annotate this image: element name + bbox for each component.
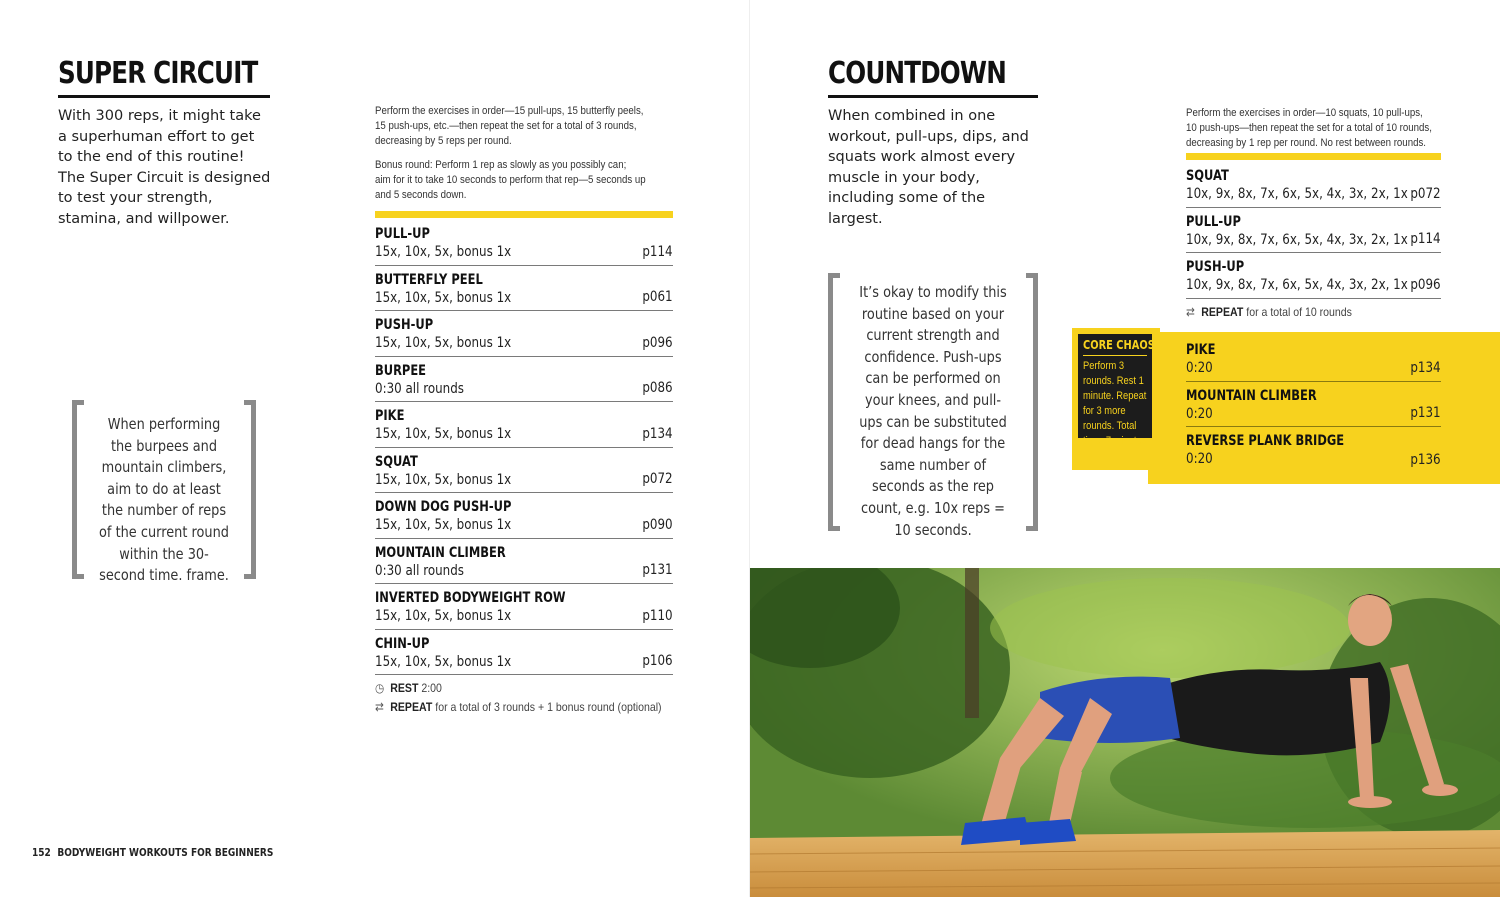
right-page bbox=[750, 0, 1500, 897]
intro-paragraph: With 300 reps, it might take a superhuman effort to get to the end of this routine! The Super Circuit is designed to test your strength, stamina, and willpower. bbox=[58, 108, 271, 227]
exercise-row bbox=[375, 311, 673, 357]
page-ref: p136 bbox=[1410, 451, 1441, 468]
page-ref: p134 bbox=[642, 425, 673, 442]
page-ref: p134 bbox=[1410, 359, 1441, 376]
exercise-name: BURPEE bbox=[375, 362, 427, 379]
exercise-reps: 15x, 10x, 5x, bonus 1x bbox=[375, 426, 512, 442]
accent-bar bbox=[375, 211, 673, 218]
exercise-list bbox=[1186, 162, 1441, 299]
instruction-line: decreasing by 5 reps per round. bbox=[375, 135, 512, 147]
exercise-name: REVERSE PLANK BRIDGE bbox=[1186, 433, 1345, 449]
bonus-line: aim for it to take 10 seconds to perform that rep—5 seconds up bbox=[375, 174, 646, 186]
callout-text: It’s okay to modify this routine based on your current strength and confidence. Push-ups can be performed on your knees, and pull-ups can be substituted for dead hangs for the same number of seconds as the rep count, e.g. 10x reps = 10 seconds. bbox=[859, 283, 1007, 539]
page-ref: p114 bbox=[1410, 231, 1441, 247]
instruction-line: decreasing by 1 rep per round. No rest between rounds. bbox=[1186, 137, 1426, 149]
exercise-reps: 15x, 10x, 5x, bonus 1x bbox=[375, 517, 512, 533]
exercise-reps: 15x, 10x, 5x, bonus 1x bbox=[375, 244, 512, 260]
exercise-row bbox=[1186, 208, 1441, 254]
page-ref: p072 bbox=[642, 471, 673, 487]
exercise-row bbox=[375, 266, 673, 312]
page-number: 152 bbox=[32, 846, 51, 859]
exercise-list bbox=[375, 220, 673, 675]
exercise-name: MOUNTAIN CLIMBER bbox=[1186, 387, 1317, 404]
callout-text: When performing the burpees and mountain climbers, aim to do at least the number of reps of the current round within the 30-second time. frame. bbox=[99, 415, 229, 585]
page-ref: p131 bbox=[642, 562, 673, 578]
exercise-reps: 10x, 9x, 8x, 7x, 6x, 5x, 4x, 3x, 2x, 1x bbox=[1186, 186, 1408, 202]
repeat-label: REPEAT bbox=[390, 700, 433, 714]
exercise-reps: 15x, 10x, 5x, bonus 1x bbox=[375, 471, 512, 488]
exercise-reps: 0:20 bbox=[1186, 451, 1213, 467]
exercise-name: BUTTERFLY PEEL bbox=[375, 271, 483, 288]
page-ref: p090 bbox=[642, 516, 673, 533]
exercise-row bbox=[375, 220, 673, 266]
exercise-name: SQUAT bbox=[375, 453, 418, 470]
core-chaos-title: CORE CHAOS bbox=[1083, 338, 1155, 352]
page-title: SUPER CIRCUIT bbox=[58, 56, 258, 91]
bonus-line: and 5 seconds down. bbox=[375, 189, 467, 201]
instruction-line: Perform the exercises in order—15 pull-ups, 15 butterfly peels, bbox=[375, 105, 644, 117]
repeat-line bbox=[1186, 304, 1352, 320]
workout-instructions bbox=[1186, 106, 1432, 151]
page-ref: p072 bbox=[1410, 185, 1441, 202]
exercise-name: CHIN-UP bbox=[375, 635, 430, 652]
exercise-row bbox=[1186, 162, 1441, 208]
exercise-reps: 10x, 9x, 8x, 7x, 6x, 5x, 4x, 3x, 2x, 1x bbox=[1186, 231, 1408, 248]
repeat-label: REPEAT bbox=[1201, 305, 1244, 319]
instruction-line: Perform the exercises in order—10 squats, 10 pull-ups, bbox=[1186, 107, 1423, 119]
core-chaos-description: Perform 3 rounds. Rest 1 minute. Repeat for 3 more rounds. Total time: 7 minutes bbox=[1083, 360, 1147, 447]
core-chaos-label bbox=[1078, 334, 1155, 447]
exercise-reps: 15x, 10x, 5x, bonus 1x bbox=[375, 335, 512, 351]
exercise-row bbox=[375, 584, 673, 630]
page-ref: p114 bbox=[642, 243, 673, 260]
exercise-name: PIKE bbox=[1186, 342, 1216, 358]
tip-callout bbox=[72, 400, 256, 585]
exercise-row bbox=[1186, 253, 1441, 299]
exercise-name: PULL-UP bbox=[375, 226, 430, 242]
exercise-name: PUSH-UP bbox=[375, 317, 434, 333]
exercise-row bbox=[375, 630, 673, 676]
exercise-photo bbox=[750, 568, 1500, 897]
page-footer bbox=[32, 846, 273, 859]
page-ref: p096 bbox=[642, 334, 673, 351]
page-title: COUNTDOWN bbox=[828, 56, 1006, 91]
page-ref: p086 bbox=[642, 380, 673, 396]
accent-bar bbox=[1186, 153, 1441, 160]
exercise-reps: 0:30 all rounds bbox=[375, 562, 464, 579]
exercise-row bbox=[375, 357, 673, 403]
right-bracket bbox=[1026, 273, 1038, 531]
intro-paragraph: When combined in one workout, pull-ups, dips, and squats work almost every muscle in your body, including some of the largest. bbox=[828, 108, 1029, 227]
exercise-row bbox=[375, 539, 673, 585]
page-ref: p106 bbox=[642, 653, 673, 669]
reverse-plank-bridge-photo bbox=[750, 568, 1500, 897]
exercise-reps: 15x, 10x, 5x, bonus 1x bbox=[375, 653, 512, 670]
exercise-name: PIKE bbox=[375, 408, 405, 424]
rest-value: 2:00 bbox=[421, 681, 442, 695]
exercise-reps: 0:20 bbox=[1186, 360, 1213, 376]
repeat-icon: ⇄ bbox=[375, 700, 384, 714]
exercise-reps: 0:30 all rounds bbox=[375, 380, 464, 397]
exercise-reps: 15x, 10x, 5x, bonus 1x bbox=[375, 608, 512, 624]
repeat-value: for a total of 10 rounds bbox=[1246, 305, 1352, 319]
page-ref: p131 bbox=[1410, 405, 1441, 421]
exercise-reps: 0:20 bbox=[1186, 405, 1213, 422]
exercise-name: MOUNTAIN CLIMBER bbox=[375, 544, 506, 561]
bonus-line: Bonus round: Perform 1 rep as slowly as you possibly can; bbox=[375, 159, 627, 171]
repeat-value: for a total of 3 rounds + 1 bonus round (optional) bbox=[435, 700, 662, 714]
exercise-row bbox=[375, 493, 673, 539]
exercise-name: PULL-UP bbox=[1186, 213, 1241, 230]
exercise-reps: 10x, 9x, 8x, 7x, 6x, 5x, 4x, 3x, 2x, 1x bbox=[1186, 277, 1408, 293]
instruction-line: 10 push-ups—then repeat the set for a total of 10 rounds, bbox=[1186, 122, 1432, 134]
rest-label: REST bbox=[390, 681, 419, 695]
clock-icon: ◷ bbox=[375, 681, 385, 695]
core-chaos-exercise-list bbox=[1186, 336, 1441, 473]
repeat-line bbox=[375, 699, 662, 715]
title-underline bbox=[828, 95, 1038, 98]
rest-line bbox=[375, 680, 442, 696]
exercise-name: DOWN DOG PUSH-UP bbox=[375, 499, 512, 515]
instruction-line: 15 push-ups, etc.—then repeat the set for a total of 3 rounds, bbox=[375, 120, 637, 132]
exercise-reps: 15x, 10x, 5x, bonus 1x bbox=[375, 289, 512, 306]
exercise-row bbox=[375, 448, 673, 494]
exercise-row bbox=[1186, 336, 1441, 382]
workout-instructions bbox=[375, 104, 646, 203]
tip-callout bbox=[828, 273, 1038, 539]
left-bracket bbox=[72, 400, 84, 579]
exercise-name: INVERTED BODYWEIGHT ROW bbox=[375, 590, 566, 606]
title-underline bbox=[58, 95, 270, 98]
exercise-row bbox=[375, 402, 673, 448]
exercise-row bbox=[1186, 382, 1441, 428]
page-ref: p110 bbox=[642, 607, 673, 624]
exercise-row bbox=[1186, 427, 1441, 473]
book-title: BODYWEIGHT WORKOUTS FOR BEGINNERS bbox=[57, 846, 274, 859]
page-ref: p061 bbox=[642, 289, 673, 305]
left-bracket bbox=[828, 273, 840, 531]
exercise-name: SQUAT bbox=[1186, 168, 1229, 184]
right-bracket bbox=[244, 400, 256, 579]
exercise-name: PUSH-UP bbox=[1186, 259, 1245, 275]
page-ref: p096 bbox=[1410, 276, 1441, 293]
repeat-icon: ⇄ bbox=[1186, 305, 1195, 319]
